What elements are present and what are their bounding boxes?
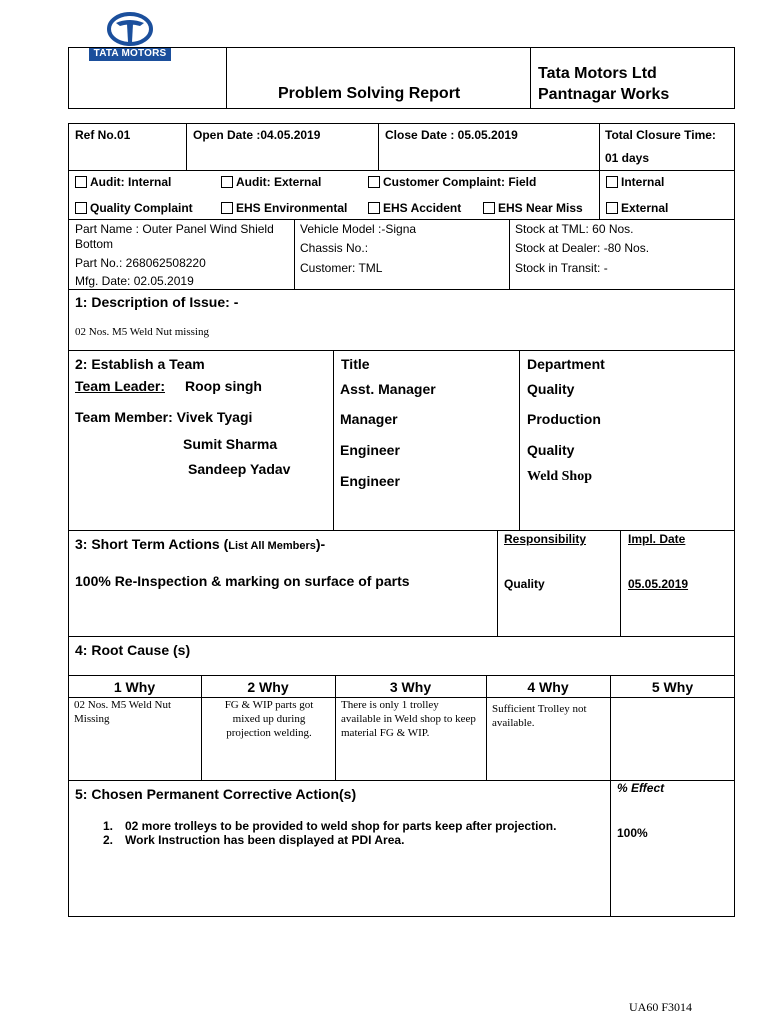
company-location: Pantnagar Works [538, 86, 670, 103]
why-4-text: Sufficient Trolley not available. [492, 703, 587, 729]
title-3: Engineer [340, 442, 400, 458]
impl-date-heading: Impl. Date [628, 532, 686, 546]
part-no: Part No.: 268062508220 [75, 256, 206, 270]
why-4-header: 4 Why [527, 679, 569, 695]
corrective-action-2 [103, 833, 404, 847]
why-2-header: 2 Why [247, 679, 289, 695]
department-1: Quality [527, 381, 575, 397]
checkbox-icon [75, 176, 87, 188]
ref-no: Ref No.01 [75, 128, 131, 142]
section3-heading-note: List All Members [228, 540, 316, 552]
list-item-text: Work Instruction has been displayed at PDI Area. [125, 833, 405, 847]
tata-logo-icon [89, 12, 171, 46]
checkbox-label: Quality Complaint [90, 201, 193, 215]
chassis-no: Chassis No.: [300, 241, 369, 255]
vehicle-model: Vehicle Model :-Signa [300, 222, 417, 236]
department-heading: Department [527, 356, 605, 372]
team-member-label: Team Member: Vivek Tyagi [75, 409, 253, 425]
issue-description: 02 Nos. M5 Weld Nut missing [75, 326, 209, 338]
checkbox-label: EHS Environmental [236, 201, 348, 215]
checkbox-icon [483, 202, 495, 214]
customer: Customer: TML [300, 261, 383, 275]
why-3-header: 3 Why [389, 679, 432, 695]
section3-heading-suffix: )- [315, 536, 326, 552]
checkbox-icon [75, 202, 87, 214]
why-1-text: 02 Nos. M5 Weld Nut Missing [74, 699, 171, 725]
responsibility-heading: Responsibility [504, 532, 587, 546]
effect-value: 100% [617, 826, 648, 840]
checkbox-ehs-accident[interactable] [368, 201, 461, 215]
checkbox-label: Customer Complaint: Field [383, 175, 537, 189]
total-closure-label: Total Closure Time: [605, 128, 716, 142]
title-1: Asst. Manager [340, 381, 436, 397]
mfg-date: Mfg. Date: 02.05.2019 [75, 274, 194, 288]
effect-heading: % Effect [617, 781, 665, 795]
checkbox-internal[interactable] [606, 175, 664, 189]
checkbox-audit-external[interactable] [221, 175, 321, 189]
corrective-action-1 [103, 819, 556, 833]
team-member-2: Sumit Sharma [183, 436, 278, 452]
checkbox-icon [221, 202, 233, 214]
section2-heading: 2: Establish a Team [75, 356, 205, 372]
checkbox-label: External [621, 201, 669, 215]
section4-heading: 4: Root Cause (s) [75, 642, 191, 658]
impl-date-value: 05.05.2019 [628, 577, 689, 591]
form-code: UA60 F3014 [629, 1000, 693, 1014]
department-4: Weld Shop [527, 469, 592, 484]
checkbox-quality-complaint[interactable] [75, 201, 193, 215]
title-2: Manager [340, 411, 398, 427]
company-name: Tata Motors Ltd [538, 65, 657, 82]
checkbox-label: EHS Accident [383, 201, 462, 215]
stock-dealer: Stock at Dealer: -80 Nos. [515, 241, 650, 255]
team-leader-name: Roop singh [185, 378, 262, 394]
section3-heading [75, 536, 325, 552]
report-title: Problem Solving Report [278, 85, 461, 102]
checkbox-audit-internal[interactable] [75, 175, 171, 189]
checkbox-ehs-near-miss[interactable] [483, 201, 583, 215]
checkbox-label: Audit: Internal [90, 175, 172, 189]
title-4: Engineer [340, 473, 400, 489]
short-term-action: 100% Re-Inspection & marking on surface of parts [75, 573, 410, 589]
team-leader-label: Team Leader: [75, 378, 165, 394]
checkbox-icon [221, 176, 233, 188]
team-member-3: Sandeep Yadav [188, 461, 291, 477]
checkbox-icon [606, 202, 618, 214]
stock-transit: Stock in Transit: - [515, 261, 608, 275]
department-3: Quality [527, 442, 575, 458]
checkbox-label: Internal [621, 175, 665, 189]
part-name-cont: Bottom [75, 237, 114, 251]
why-1-header: 1 Why [113, 679, 156, 695]
why-5-header: 5 Why [651, 679, 694, 695]
checkbox-external[interactable] [606, 201, 668, 215]
section5-heading: 5: Chosen Permanent Corrective Action(s) [75, 786, 357, 802]
total-closure-value: 01 days [605, 151, 650, 165]
list-number: 1. [103, 819, 114, 833]
checkbox-label: EHS Near Miss [498, 201, 583, 215]
checkbox-label: Audit: External [236, 175, 322, 189]
part-name: Part Name : Outer Panel Wind Shield [75, 222, 274, 236]
responsibility-value: Quality [504, 577, 545, 591]
checkbox-icon [368, 202, 380, 214]
stock-tml: Stock at TML: 60 Nos. [515, 222, 634, 236]
close-date: Close Date : 05.05.2019 [385, 128, 518, 142]
checkbox-icon [606, 176, 618, 188]
checkbox-ehs-environmental[interactable] [221, 201, 347, 215]
title-heading: Title [341, 356, 370, 372]
why-2-text: FG & WIP parts got mixed up during projection welding. [224, 699, 314, 739]
why-3-text: There is only 1 trolley available in Weld shop to keep material FG & WIP. [341, 699, 476, 739]
checkbox-customer-complaint[interactable] [368, 175, 536, 189]
section3-heading-prefix: 3: Short Term Actions ( [75, 536, 229, 552]
list-item-text: 02 more trolleys to be provided to weld shop for parts keep after projection. [125, 819, 557, 833]
department-2: Production [527, 411, 601, 427]
checkbox-icon [368, 176, 380, 188]
section1-heading: 1: Description of Issue: - [75, 294, 239, 310]
logo-text: TATA MOTORS [89, 47, 171, 61]
list-number: 2. [103, 833, 114, 847]
open-date: Open Date :04.05.2019 [193, 128, 321, 142]
